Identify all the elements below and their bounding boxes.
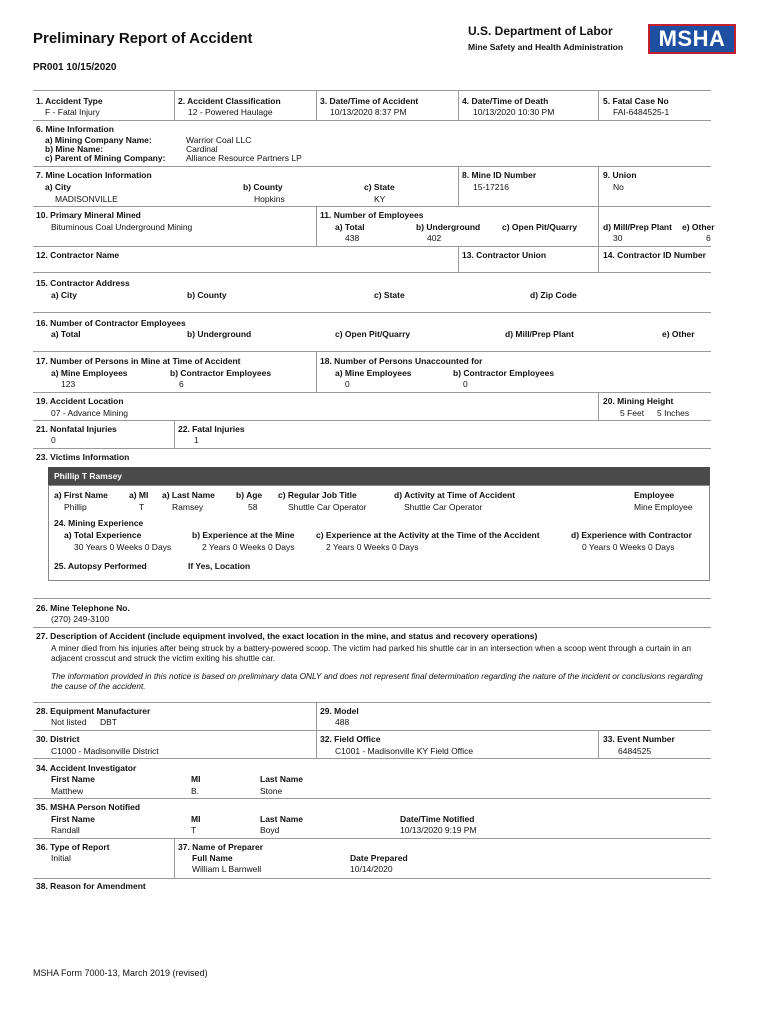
divider xyxy=(316,206,317,246)
notified-mi-label: MI xyxy=(191,814,201,824)
msha-logo: MSHA xyxy=(648,24,736,54)
model-label: 29. Model xyxy=(320,706,359,716)
total-employees-value: 438 xyxy=(345,233,360,243)
divider xyxy=(174,420,175,448)
location-label: 7. Mine Location Information xyxy=(36,170,152,180)
report-type-label: 36. Type of Report xyxy=(36,842,110,852)
state-label: c) State xyxy=(364,182,395,192)
notified-last-value: Boyd xyxy=(260,825,280,835)
unaccounted-mine-emp-value: 0 xyxy=(345,379,350,389)
contractor-zip-label: d) Zip Code xyxy=(530,290,577,300)
victim-last-value: Ramsey xyxy=(172,502,204,512)
notified-datetime-label: Date/Time Notified xyxy=(400,814,475,824)
fatal-label: 22. Fatal Injuries xyxy=(178,424,245,434)
total-exp-value: 30 Years 0 Weeks 0 Days xyxy=(74,542,172,552)
autopsy-label: 25. Autopsy Performed xyxy=(54,561,147,571)
district-value: C1000 - Madisonville District xyxy=(51,746,159,756)
report-id: PR001 10/15/2020 xyxy=(33,62,117,73)
mine-name-value: Cardinal xyxy=(186,144,218,154)
accident-type-value: F - Fatal Injury xyxy=(45,107,100,117)
contractor-count-label: 16. Number of Contractor Employees xyxy=(36,318,186,328)
union-value: No xyxy=(613,182,624,192)
victim-mi-label: a) MI xyxy=(129,490,149,500)
notified-first-value: Randall xyxy=(51,825,80,835)
investigator-first-value: Matthew xyxy=(51,786,84,796)
divider xyxy=(33,702,711,703)
experience-label: 24. Mining Experience xyxy=(54,518,144,528)
divider xyxy=(33,878,711,879)
employees-label: 11. Number of Employees xyxy=(320,210,424,220)
underground-label: b) Underground xyxy=(416,222,481,232)
field-office-value: C1001 - Madisonville KY Field Office xyxy=(335,746,474,756)
state-value: KY xyxy=(374,194,386,204)
persons-contractor-value: 6 xyxy=(179,379,184,389)
victim-job-label: c) Regular Job Title xyxy=(278,490,357,500)
nonfatal-value: 0 xyxy=(51,435,56,445)
divider xyxy=(33,90,711,91)
notified-mi-value: T xyxy=(191,825,197,835)
date-prepared-label: Date Prepared xyxy=(350,853,408,863)
county-label: b) County xyxy=(243,182,283,192)
mineral-value: Bituminous Coal Underground Mining xyxy=(51,222,193,232)
mine-info-label: 6. Mine Information xyxy=(36,124,114,134)
unaccounted-label: 18. Number of Persons Unaccounted for xyxy=(320,356,483,366)
investigator-mi-value: B. xyxy=(191,786,200,796)
contractor-county-label: b) County xyxy=(187,290,227,300)
notified-label: 35. MSHA Person Notified xyxy=(36,802,141,812)
victim-employee-label: Employee xyxy=(634,490,675,500)
mine-id-value: 15-17216 xyxy=(473,182,509,192)
mill-value: 30 xyxy=(613,233,623,243)
divider xyxy=(316,351,317,392)
victim-age-label: b) Age xyxy=(236,490,263,500)
divider xyxy=(458,246,459,272)
persons-contractor-label: b) Contractor Employees xyxy=(170,368,272,378)
notified-first-label: First Name xyxy=(51,814,95,824)
divider xyxy=(33,120,711,121)
investigator-last-value: Stone xyxy=(260,786,283,796)
total-employees-label: a) Total xyxy=(335,222,365,232)
divider xyxy=(33,420,711,421)
other-label: e) Other xyxy=(682,222,715,232)
persons-mine-emp-label: a) Mine Employees xyxy=(51,368,128,378)
nonfatal-label: 21. Nonfatal Injuries xyxy=(36,424,117,434)
date-prepared-value: 10/14/2020 xyxy=(350,864,393,874)
investigator-mi-label: MI xyxy=(191,774,201,784)
agency-name: Mine Safety and Health Administration xyxy=(468,42,624,52)
divider xyxy=(33,206,711,207)
accident-datetime-value: 10/13/2020 8:37 PM xyxy=(330,107,407,117)
other-value: 6 xyxy=(706,233,711,243)
contractor-exp-value: 0 Years 0 Weeks 0 Days xyxy=(582,542,675,552)
mill-label: d) Mill/Prep Plant xyxy=(603,222,672,232)
mine-exp-label: b) Experience at the Mine xyxy=(192,530,295,540)
accident-type-label: 1. Accident Type xyxy=(36,96,103,106)
report-type-value: Initial xyxy=(51,853,71,863)
divider xyxy=(316,730,317,758)
parent-company-label: c) Parent of Mining Company: xyxy=(45,153,166,163)
divider xyxy=(598,730,599,758)
death-datetime-label: 4. Date/Time of Death xyxy=(462,96,549,106)
contractor-mill-label: d) Mill/Prep Plant xyxy=(505,329,574,339)
contractor-underground-label: b) Underground xyxy=(187,329,252,339)
divider xyxy=(598,392,599,420)
mining-height-label: 20. Mining Height xyxy=(603,396,674,406)
investigator-label: 34. Accident Investigator xyxy=(36,763,137,773)
total-exp-label: a) Total Experience xyxy=(64,530,142,540)
department-name: U.S. Department of Labor xyxy=(468,24,613,38)
divider xyxy=(33,798,711,799)
unaccounted-contractor-value: 0 xyxy=(463,379,468,389)
divider xyxy=(33,392,711,393)
victim-activity-value: Shuttle Car Operator xyxy=(404,502,483,512)
mining-height-feet: 5 Feet xyxy=(620,408,645,418)
divider xyxy=(33,598,711,599)
contractor-openpit-label: c) Open Pit/Quarry xyxy=(335,329,411,339)
unaccounted-contractor-label: b) Contractor Employees xyxy=(453,368,555,378)
activity-exp-value: 2 Years 0 Weeks 0 Days xyxy=(326,542,419,552)
persons-in-mine-label: 17. Number of Persons in Mine at Time of Accident xyxy=(36,356,241,366)
victim-first-label: a) First Name xyxy=(54,490,108,500)
field-office-label: 32. Field Office xyxy=(320,734,381,744)
contractor-id-label: 14. Contractor ID Number xyxy=(603,250,706,260)
company-name-value: Warrior Coal LLC xyxy=(186,135,252,145)
city-value: MADISONVILLE xyxy=(55,194,118,204)
district-label: 30. District xyxy=(36,734,80,744)
company-name-label: a) Mining Company Name: xyxy=(45,135,152,145)
openpit-label: c) Open Pit/Quarry xyxy=(502,222,578,232)
fatal-case-value: FAI-6484525-1 xyxy=(613,107,670,117)
victim-activity-label: d) Activity at Time of Accident xyxy=(394,490,516,500)
divider xyxy=(174,90,175,120)
accident-class-value: 12 - Powered Haulage xyxy=(188,107,273,117)
contractor-total-label: a) Total xyxy=(51,329,81,339)
contractor-exp-label: d) Experience with Contractor xyxy=(571,530,692,540)
page-title: Preliminary Report of Accident xyxy=(33,30,253,47)
activity-exp-label: c) Experience at the Activity at the Time of the Accident xyxy=(316,530,540,540)
parent-company-value: Alliance Resource Partners LP xyxy=(186,153,302,163)
accident-location-value: 07 - Advance Mining xyxy=(51,408,129,418)
victim-name-bar: Phillip T Ramsey xyxy=(48,467,710,485)
form-footer: MSHA Form 7000-13, March 2019 (revised) xyxy=(33,968,208,978)
contractor-name-label: 12. Contractor Name xyxy=(36,250,120,260)
divider xyxy=(33,351,711,352)
mine-exp-value: 2 Years 0 Weeks 0 Days xyxy=(202,542,295,552)
mineral-label: 10. Primary Mineral Mined xyxy=(36,210,141,220)
mining-height-inches: 5 Inches xyxy=(657,408,690,418)
preparer-name-label: Full Name xyxy=(192,853,233,863)
divider xyxy=(33,627,711,628)
mine-name-label: b) Mine Name: xyxy=(45,144,104,154)
victim-job-value: Shuttle Car Operator xyxy=(288,502,367,512)
investigator-first-label: First Name xyxy=(51,774,95,784)
divider xyxy=(33,312,711,313)
victims-label: 23. Victims Information xyxy=(36,452,130,462)
divider xyxy=(598,166,599,206)
accident-datetime-label: 3. Date/Time of Accident xyxy=(320,96,419,106)
underground-value: 402 xyxy=(427,233,442,243)
model-value: 488 xyxy=(335,717,350,727)
contractor-state-label: c) State xyxy=(374,290,405,300)
victim-last-label: a) Last Name xyxy=(162,490,215,500)
unaccounted-mine-emp-label: a) Mine Employees xyxy=(335,368,412,378)
divider xyxy=(33,272,711,273)
divider xyxy=(33,758,711,759)
investigator-last-label: Last Name xyxy=(260,774,303,784)
divider xyxy=(598,246,599,272)
accident-location-label: 19. Accident Location xyxy=(36,396,124,406)
preparer-label: 37. Name of Preparer xyxy=(178,842,264,852)
city-label: a) City xyxy=(45,182,71,192)
fatal-case-label: 5. Fatal Case No xyxy=(603,96,669,106)
divider xyxy=(458,90,459,120)
divider xyxy=(33,448,711,449)
divider xyxy=(598,90,599,120)
contractor-address-label: 15. Contractor Address xyxy=(36,278,130,288)
event-number-label: 33. Event Number xyxy=(603,734,675,744)
disclaimer-text: The information provided in this notice is based on preliminary data ONLY and does not represent final determination regarding the nature of the incident or conclusions regarding the cause of the accident. xyxy=(51,671,703,691)
union-label: 9. Union xyxy=(603,170,637,180)
notified-last-label: Last Name xyxy=(260,814,303,824)
autopsy-location-label: If Yes, Location xyxy=(188,561,251,571)
contractor-city-label: a) City xyxy=(51,290,77,300)
divider xyxy=(33,838,711,839)
equipment-mfr-code: DBT xyxy=(100,717,117,727)
telephone-value: (270) 249-3100 xyxy=(51,614,110,624)
divider xyxy=(33,246,711,247)
notified-datetime-value: 10/13/2020 9:19 PM xyxy=(400,825,477,835)
equipment-mfr-value: Not listed xyxy=(51,717,87,727)
divider xyxy=(33,166,711,167)
amendment-label: 38. Reason for Amendment xyxy=(36,881,146,891)
county-value: Hopkins xyxy=(254,194,285,204)
victim-age-value: 58 xyxy=(248,502,258,512)
accident-class-label: 2. Accident Classification xyxy=(178,96,281,106)
divider xyxy=(598,206,599,246)
persons-mine-emp-value: 123 xyxy=(61,379,76,389)
death-datetime-value: 10/13/2020 10:30 PM xyxy=(473,107,555,117)
victim-first-value: Phillip xyxy=(64,502,87,512)
event-number-value: 6484525 xyxy=(618,746,652,756)
victim-employee-value: Mine Employee xyxy=(634,502,693,512)
victim-mi-value: T xyxy=(139,502,145,512)
contractor-other-label: e) Other xyxy=(662,329,695,339)
description-label: 27. Description of Accident (include equipment involved, the exact location in the mine, and status and recovery operations) xyxy=(36,631,538,641)
divider xyxy=(316,90,317,120)
description-text: A miner died from his injuries after being struck by a battery-powered scoop. The victim had parked his shuttle car in an intersection when a scoop went through a curtain in an adjacent crosscut and struck the victim exiting his shuttle car. xyxy=(51,643,691,663)
fatal-value: 1 xyxy=(194,435,199,445)
divider xyxy=(458,166,459,206)
equipment-mfr-label: 28. Equipment Manufacturer xyxy=(36,706,151,716)
divider xyxy=(174,838,175,878)
divider xyxy=(316,702,317,730)
telephone-label: 26. Mine Telephone No. xyxy=(36,603,130,613)
contractor-union-label: 13. Contractor Union xyxy=(462,250,547,260)
divider xyxy=(33,730,711,731)
mine-id-label: 8. Mine ID Number xyxy=(462,170,537,180)
preparer-name-value: William L Barnwell xyxy=(192,864,262,874)
